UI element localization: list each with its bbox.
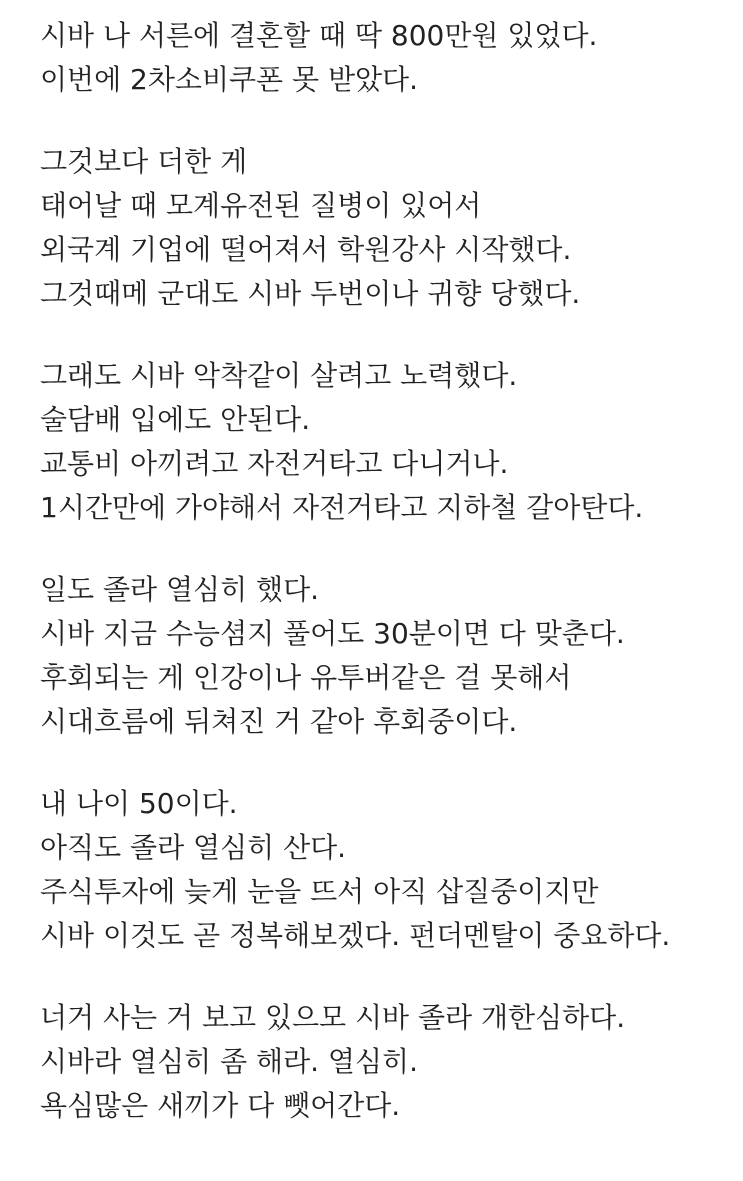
paragraph bbox=[40, 14, 743, 102]
text-line: 시바 지금 수능셤지 풀어도 30분이면 다 맞춘다. bbox=[40, 617, 625, 650]
text-line: 1시간만에 가야해서 자전거타고 지하철 갈아탄다. bbox=[40, 491, 644, 524]
text-line: 후회되는 게 인강이나 유투버같은 걸 못해서 bbox=[40, 661, 572, 694]
text-line: 주식투자에 늦게 눈을 뜨서 아직 삽질중이지만 bbox=[40, 875, 599, 908]
text-line: 그것보다 더한 게 bbox=[40, 145, 248, 178]
text-line: 욕심많은 새끼가 다 뺏어간다. bbox=[40, 1089, 401, 1122]
text-line: 시바 나 서른에 결혼할 때 딱 800만원 있었다. bbox=[40, 19, 598, 52]
text-line: 아직도 졸라 열심히 산다. bbox=[40, 831, 347, 864]
text-line: 교통비 아끼려고 자전거타고 다니거나. bbox=[40, 447, 509, 480]
text-line: 시바라 열심히 좀 해라. 열심히. bbox=[40, 1045, 418, 1078]
text-line: 너거 사는 거 보고 있으모 시바 졸라 개한심하다. bbox=[40, 1001, 626, 1034]
text-line: 시대흐름에 뒤쳐진 거 같아 후회중이다. bbox=[40, 705, 518, 738]
text-line: 술담배 입에도 안된다. bbox=[40, 403, 311, 436]
paragraph bbox=[40, 996, 743, 1128]
paragraph bbox=[40, 782, 743, 958]
text-line: 이번에 2차소비쿠폰 못 받았다. bbox=[40, 63, 418, 96]
text-line: 그것때메 군대도 시바 두번이나 귀향 당했다. bbox=[40, 277, 581, 310]
text-line: 내 나이 50이다. bbox=[40, 787, 238, 820]
text-line: 일도 졸라 열심히 했다. bbox=[40, 573, 320, 606]
paragraph bbox=[40, 568, 743, 744]
text-line: 그래도 시바 악착같이 살려고 노력했다. bbox=[40, 359, 518, 392]
paragraph bbox=[40, 140, 743, 316]
text-line: 시바 이것도 곧 정복해보겠다. 펀더멘탈이 중요하다. bbox=[40, 919, 671, 952]
paragraph bbox=[40, 354, 743, 530]
text-line: 태어날 때 모계유전된 질병이 있어서 bbox=[40, 189, 482, 222]
text-line: 외국계 기업에 떨어져서 학원강사 시작했다. bbox=[40, 233, 572, 266]
